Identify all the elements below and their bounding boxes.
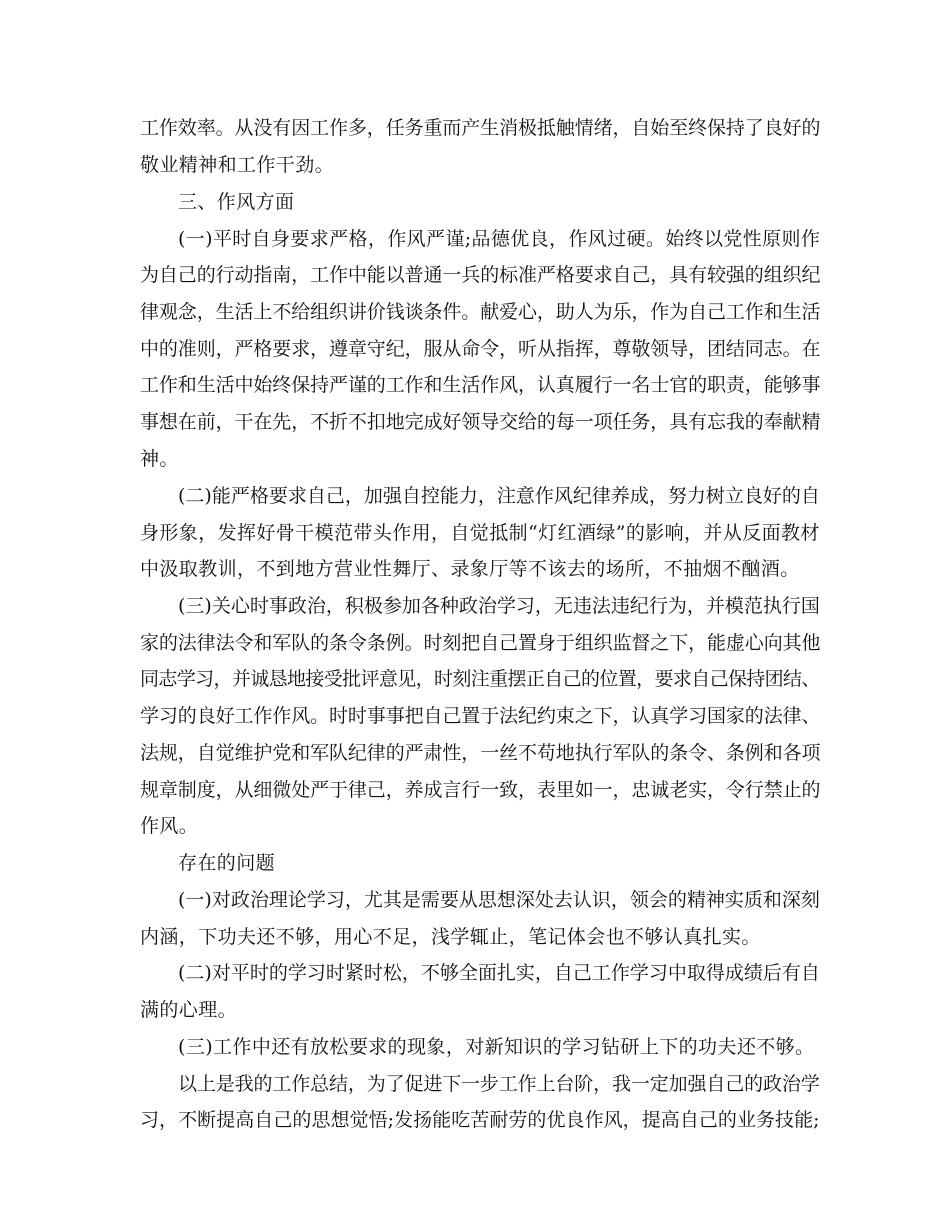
text-line: 身形象，发挥好骨干模范带头作用，自觉抵制“灯红酒绿”的影响，并从反面教材 [140, 522, 820, 544]
text-line: 敬业精神和工作干劲。 [140, 154, 335, 176]
text-line: 神。 [140, 448, 179, 470]
text-line: 工作和生活中始终保持严谨的工作和生活作风，认真履行一名士官的职责，能够事 [140, 374, 821, 396]
text-line: (二)能严格要求自己，加强自控能力，注意作风纪律养成，努力树立良好的自 [178, 485, 820, 507]
text-line: 学习的良好工作作风。时时事事把自己置于法纪约束之下，认真学习国家的法律、 [140, 705, 821, 727]
text-line: 满的心理。 [140, 999, 238, 1021]
text-line: 工作效率。从没有因工作多，任务重而产生消极抵触情绪，自始至终保持了良好的 [140, 117, 821, 139]
text-line: 家的法律法令和军队的条令条例。时刻把自己置身于组织监督之下，能虚心向其他 [140, 632, 821, 654]
text-line: 法规，自觉维护党和军队纪律的严肃性，一丝不苟地执行军队的条令、条例和各项 [140, 742, 821, 764]
text-line: 内涵，下功夫还不够，用心不足，浅学辄止，笔记体会也不够认真扎实。 [140, 926, 761, 948]
text-line: (三)关心时事政治，积极参加各种政治学习，无违法违纪行为，并模范执行国 [178, 595, 820, 617]
text-line: 为自己的行动指南，工作中能以普通一兵的标准严格要求自己，具有较强的组织纪 [140, 264, 821, 286]
text-line: (二)对平时的学习时紧时松，不够全面扎实，自己工作学习中取得成绩后有自 [178, 962, 820, 984]
text-line: 事想在前，干在先，不折不扣地完成好领导交给的每一项任务，具有忘我的奉献精 [140, 411, 821, 433]
text-line: (一)对政治理论学习，尤其是需要从思想深处去认识，领会的精神实质和深刻 [178, 889, 820, 911]
text-line: 律观念，生活上不给组织讲价钱谈条件。献爱心，助人为乐，作为自己工作和生活 [140, 301, 821, 323]
text-line: 规章制度，从细微处严于律己，养成言行一致，表里如一，忠诚老实，令行禁止的 [140, 779, 821, 801]
section-heading: 存在的问题 [178, 852, 276, 874]
text-line: 中的准则，严格要求，遵章守纪，服从命令，听从指挥，尊敬领导，团结同志。在 [140, 338, 821, 360]
text-line: 作风。 [140, 815, 199, 837]
text-line: 同志学习，并诚恳地接受批评意见，时刻注重摆正自己的位置，要求自己保持团结、 [140, 668, 820, 690]
text-line: 习，不断提高自己的思想觉悟;发扬能吃苦耐劳的优良作风，提高自己的业务技能; [140, 1109, 820, 1131]
text-line: 中汲取教训，不到地方营业性舞厅、录象厅等不该去的场所，不抽烟不酗酒。 [140, 558, 800, 580]
text-line: 以上是我的工作总结，为了促进下一步工作上台阶，我一定加强自己的政治学 [178, 1073, 820, 1095]
section-heading: 三、作风方面 [178, 191, 295, 213]
text-line: (三)工作中还有放松要求的现象，对新知识的学习钻研上下的功夫还不够。 [178, 1036, 815, 1058]
text-line: (一)平时自身要求严格，作风严谨;品德优良，作风过硬。始终以党性原则作 [178, 228, 821, 250]
